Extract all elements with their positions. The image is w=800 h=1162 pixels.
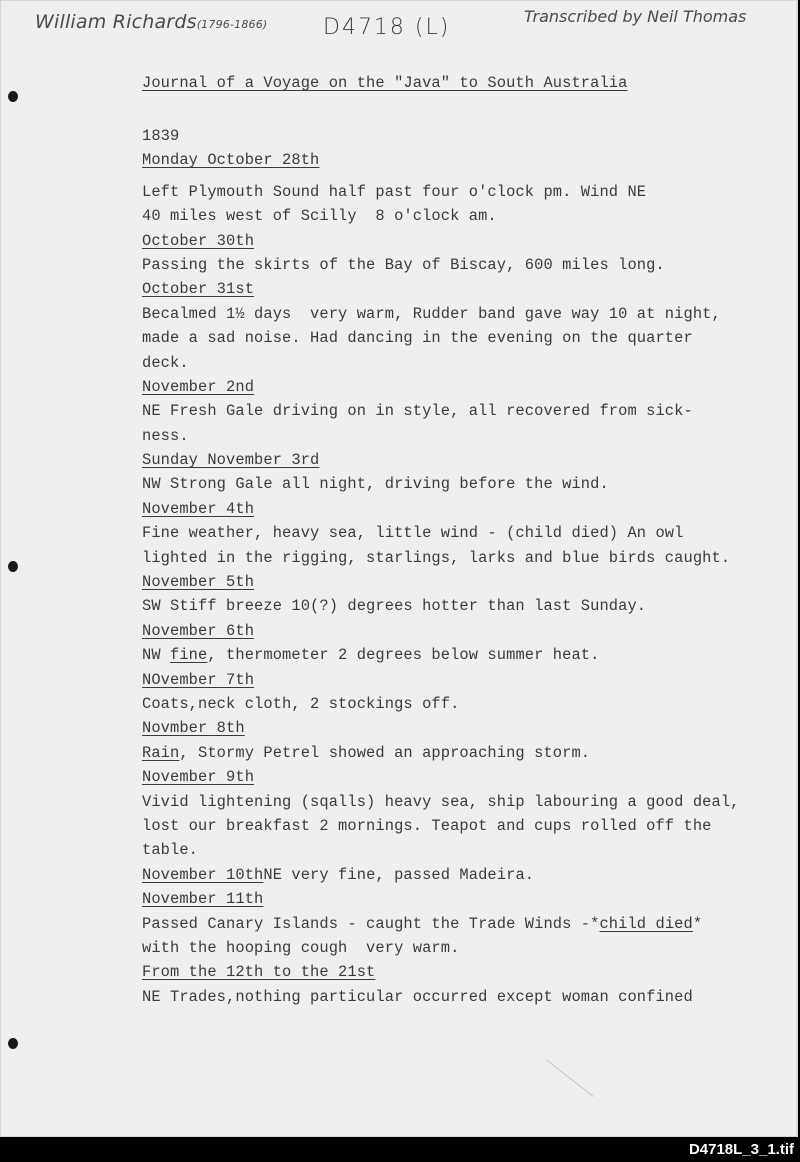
- entry-text: [142, 643, 782, 667]
- entry-text: [142, 912, 782, 936]
- underlined-word: Rain: [142, 743, 180, 762]
- entry-date: November 5th: [142, 573, 255, 592]
- entry-text: table.: [142, 841, 199, 860]
- file-name-label: D4718L_3_1.tif: [688, 1141, 794, 1158]
- entry-text: with the hooping cough very warm.: [142, 938, 460, 957]
- year: 1839: [142, 127, 180, 145]
- handwritten-reference: D4718 (L): [323, 15, 451, 40]
- entry-date: NOvember 7th: [142, 670, 255, 689]
- entry-text: deck.: [142, 353, 189, 372]
- entry-text: Vivid lightening (sqalls) heavy sea, ship labouring a good deal,: [142, 792, 740, 811]
- paper-crease: [546, 1059, 594, 1097]
- entry-text: SW Stiff breeze 10(?) degrees hotter than last Sunday.: [142, 597, 647, 616]
- entry-date: Sunday November 3rd: [142, 451, 320, 470]
- handwritten-transcriber: Transcribed by Neil Thomas: [524, 7, 747, 26]
- document-title: Journal of a Voyage on the "Java" to South Australia: [142, 74, 628, 92]
- entry-text: NE Trades,nothing particular occurred except woman confined: [142, 987, 693, 1006]
- entry-text: Coats,neck cloth, 2 stockings off.: [142, 694, 460, 713]
- entry-text: Left Plymouth Sound half past four o'clock pm. Wind NE: [142, 182, 647, 201]
- entry-text: NE very fine, passed Madeira.: [263, 865, 535, 884]
- handwritten-author: [35, 11, 267, 33]
- text-fragment: NW: [142, 646, 171, 665]
- entry-text: made a sad noise. Had dancing in the evening on the quarter: [142, 329, 693, 348]
- entry-date: November 11th: [142, 890, 264, 909]
- underlined-word: fine: [170, 646, 208, 665]
- entry-text: Becalmed 1½ days very warm, Rudder band gave way 10 at night,: [142, 304, 721, 323]
- entry-text: Passing the skirts of the Bay of Biscay, 600 miles long.: [142, 255, 665, 274]
- author-name: William Richards: [35, 11, 197, 33]
- entry-date: October 31st: [142, 280, 255, 299]
- entry-text: lighted in the rigging, starlings, larks and blue birds caught.: [142, 548, 731, 567]
- punch-hole-icon: [8, 561, 18, 572]
- entry-date: November 10th: [142, 865, 264, 884]
- punch-hole-icon: [8, 1038, 18, 1049]
- punch-hole-icon: [8, 91, 18, 102]
- text-fragment: , Stormy Petrel showed an approaching storm.: [179, 743, 591, 762]
- typed-transcript: [142, 71, 782, 1009]
- entry-date: Novmber 8th: [142, 719, 245, 738]
- entry-text: ness.: [142, 426, 189, 445]
- entry-text: NW Strong Gale all night, driving before the wind.: [142, 475, 609, 494]
- entry-date: November 6th: [142, 621, 255, 640]
- entry-text: [142, 741, 782, 765]
- entry-date: November 9th: [142, 768, 255, 787]
- underlined-word: child died: [599, 914, 693, 933]
- entry-date: November 2nd: [142, 377, 255, 396]
- entry-text: Fine weather, heavy sea, little wind - (child died) An owl: [142, 524, 684, 543]
- entry-date: November 4th: [142, 499, 255, 518]
- entry-date: October 30th: [142, 231, 255, 250]
- entry-date: Monday October 28th: [142, 151, 320, 170]
- entry-date: From the 12th to the 21st: [142, 963, 376, 982]
- entry-text: lost our breakfast 2 mornings. Teapot and cups rolled off the: [142, 816, 712, 835]
- entry-text: 40 miles west of Scilly 8 o'clock am.: [142, 207, 497, 226]
- text-fragment: Passed Canary Islands - caught the Trade Winds -*: [142, 914, 600, 933]
- text-fragment: *: [692, 914, 703, 933]
- text-fragment: , thermometer 2 degrees below summer heat.: [207, 646, 600, 665]
- author-dates: (1796-1866): [196, 18, 268, 31]
- entry-text: NE Fresh Gale driving on in style, all recovered from sick-: [142, 402, 693, 421]
